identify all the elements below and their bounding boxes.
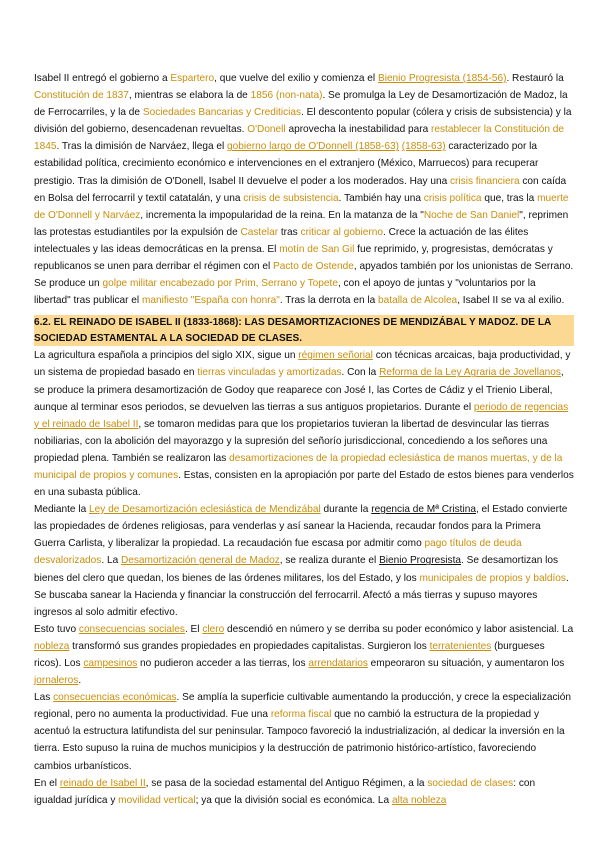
link-1858-63[interactable]: (1858-63) <box>401 141 446 153</box>
text: . Se desamortizan los bienes del clero que quedan, los bienes de las órdenes militares, los del Estado, y los <box>34 555 559 584</box>
link-crisis-financiera[interactable]: crisis financiera <box>450 175 520 187</box>
text: . La <box>101 555 121 567</box>
section-heading <box>34 315 574 346</box>
link-periodo-regencias[interactable]: periodo de regencias y el reinado de Isabel II <box>34 401 569 430</box>
text: . <box>78 675 82 687</box>
text: , que vuelve del exilio y comienza el <box>214 73 378 84</box>
text: . Crece la actuación de las élites intelectuales y las ideas democráticas en la prensa. El <box>34 226 529 255</box>
text: , se pasa de la sociedad estamental del Antiguo Régimen, a la <box>145 777 428 789</box>
text: ", reprimen las protestas estudiantiles por la expulsión de <box>34 209 569 238</box>
link-desamortizacion-madoz[interactable]: Desamortización general de Madoz <box>120 555 280 567</box>
link-manifiesto-espana-con-honra[interactable]: manifiesto "España con honra" <box>141 295 280 307</box>
text: , se realiza durante el <box>279 555 380 567</box>
link-desamortizaciones-eclesiastica[interactable]: desamortizaciones de la propiedad eclesiástica de manos muertas, y de la municipal de propios y comunes <box>34 452 563 481</box>
text: descendió en número y se derriba su poder económico y labor asistencial. La <box>224 623 574 635</box>
link-ley-mendizabal[interactable]: Ley de Desamortización eclesiástica de Mendizábal <box>89 504 321 516</box>
text: . El descontento popular (cólera y crisis de subsistencia) y la división del gobierno, desencadenan revueltas. <box>34 107 572 136</box>
text: : con igualdad jurídica y <box>34 777 536 806</box>
link-crisis-politica[interactable]: crisis política <box>423 192 482 204</box>
link-restablecer-constitucion-1845[interactable]: restablecer la Constitución de 1845 <box>34 124 564 153</box>
text: con técnicas arcaicas, baja productividad, y un sistema de propiedad basado en <box>34 350 571 379</box>
paragraph-consecuencias-sociales <box>34 621 574 689</box>
link-sociedades-bancarias[interactable]: Sociedades Bancarias y Crediticias <box>142 107 302 119</box>
paragraph-sociedad-clases <box>34 775 574 809</box>
link-golpe-militar[interactable]: golpe militar encabezado por Prim, Serrano y Topete <box>102 278 338 290</box>
link-crisis-subsistencia[interactable]: crisis de subsistencia <box>243 192 339 204</box>
link-noche-san-daniel[interactable]: Noche de San Daniel <box>423 209 520 221</box>
text: empeoraron su situación, y aumentaron los <box>367 658 565 669</box>
text: no pudieron acceder a las tierras, los <box>137 658 309 669</box>
paragraph-agricultura <box>34 347 574 501</box>
text: Isabel II entregó el gobierno a <box>34 73 171 84</box>
link-bienio-progresista[interactable]: Bienio Progresista (1854-56) <box>377 73 507 84</box>
text: . Tras la derrota en la <box>279 295 379 307</box>
text: , apyados también por los unionistas de Serrano. Se produce un <box>34 261 574 290</box>
link-constitucion-1837[interactable]: Constitución de 1837 <box>34 90 129 102</box>
text: (burgueses ricos). Los <box>34 640 545 669</box>
link-criticar-gobierno[interactable]: criticar al gobierno <box>300 226 383 238</box>
link-regimen-senorial[interactable]: régimen señorial <box>298 350 373 362</box>
text: , con el apoyo de juntas y "voluntarios por la libertad" tras publicar el <box>34 278 536 307</box>
link-gobierno-largo[interactable]: gobierno largo de O'Donnell (1858-63) <box>227 141 399 153</box>
link-1856-non-nata[interactable]: 1856 (non-nata) <box>250 90 323 102</box>
text: Las <box>34 692 54 704</box>
link-motin-san-gil[interactable]: motín de San Gil <box>279 243 355 255</box>
paragraph-bienio-progresista <box>34 70 574 309</box>
text: . Con la <box>341 367 380 379</box>
text: , se tomaron medidas para que los propietarios tuvieran la libertad de desvincular las tierras nobiliarias, con la abolición del mayorazgo y la supresión del señorío jurisdiccional, concediendo a los señores una propiedad plena. También se realizaron las <box>34 418 550 464</box>
text: con caída en Bolsa del ferrocarril y textil catatalán, y una <box>34 175 567 204</box>
paragraph-consecuencias-economicas <box>34 689 574 774</box>
text: . Se promulga la Ley de Desamortización de Madoz, la de Ferrocarriles, y la de <box>34 90 568 119</box>
text: . El <box>184 623 203 635</box>
link-jornaleros[interactable]: jornaleros <box>34 675 79 687</box>
text: , mientras se elabora la de <box>128 90 251 102</box>
link-regencia-maria-cristina[interactable]: regencia de Mª Cristina <box>371 504 476 516</box>
link-movilidad-vertical[interactable]: movilidad vertical <box>118 794 196 806</box>
link-nobleza[interactable]: nobleza <box>34 640 70 652</box>
link-arrendatarios[interactable]: arrendatarios <box>308 658 368 669</box>
text: . Se amplía la superficie cultivable aumentando la producción, y crece la especialización regional, pero no aumenta la productividad. Fue una <box>34 692 571 721</box>
text: , el Estado convierte las propiedades de órdenes religiosas, para venderlas y así sanear la Hacienda, recaudar fondos para la Primera Guerra Carlista, y liberalizar la propiedad. La recaudación fue escasa por admitir como <box>34 504 568 550</box>
text: fue reprimido, y, progresistas, demócratas y republicanos se unen para derribar el régimen con el <box>34 243 553 273</box>
section-heading-text: 6.2. EL REINADO DE ISABEL II (1833-1868): LAS DESAMORTIZACIONES DE MENDIZÁBAL Y MADOZ. DE LA SOCIEDAD ESTAMENTAL A LA SOCIEDAD DE CLASES. <box>34 317 552 344</box>
link-reinado-isabel-ii[interactable]: reinado de Isabel II <box>59 777 146 789</box>
link-clero[interactable]: clero <box>202 623 225 635</box>
link-castelar[interactable]: Castelar <box>240 226 279 238</box>
text: . También hay una <box>338 192 424 204</box>
text: aprovecha la inestabilidad para <box>285 124 431 136</box>
link-reforma-fiscal[interactable]: reforma fiscal <box>270 709 332 721</box>
link-bienio-progresista-2[interactable]: Bienio Progresista <box>379 555 461 567</box>
link-terratenientes[interactable]: terratenientes <box>429 640 492 652</box>
link-batalla-alcolea[interactable]: batalla de Alcolea <box>378 295 458 307</box>
text: . Restauró la <box>506 73 564 84</box>
text: caracterizado por la estabilidad política, crecimiento económico e intervenciones en el extranjero (México, Marruecos) para recuperar prestigio. Tras la dimisión de O'Donell, Isabel II devuelve el poder a los moderados. Hay una <box>34 141 539 187</box>
text: tras <box>278 226 301 238</box>
text: , se produce la primera desamortización de Godoy que reaparece con José I, las Cortes de Cádiz y el Trienio Liberal, aunque al terminar esos periodos, se devuelven las tierras a sus antiguos propietarios. Durante el <box>34 367 564 413</box>
text: Esto tuvo <box>34 623 79 635</box>
text: ; ya que la división social es económica. La <box>195 794 392 806</box>
link-pago-titulos-deuda[interactable]: pago títulos de deuda desvalorizados <box>34 538 522 567</box>
link-odonell[interactable]: O'Donell <box>247 124 286 136</box>
text: . Se buscaba sanear la Hacienda y financiar la construcción del ferrocarril. Afectó a más tierras y supuso mayores ingresos al solo admitir efectivo. <box>34 572 569 618</box>
text: Mediante la <box>34 504 89 516</box>
link-pacto-ostende[interactable]: Pacto de Ostende <box>273 261 354 273</box>
text: transformó sus grandes propiedades en propiedades capitalistas. Surgieron los <box>69 640 430 652</box>
link-sociedad-clases[interactable]: sociedad de clases <box>427 777 514 789</box>
link-consecuencias-economicas[interactable]: consecuencias económicas <box>53 692 177 704</box>
text: . Tras la dimisión de Narváez, llega el <box>56 141 228 153</box>
text: que no cambió la estructura de la propiedad y acentuó la estructura latifundista del sur peninsular. Tampoco favoreció la industrialización, al dedicar la inversión en la tierra. Esto supuso la ruina de muchos municipios y la destrucción de patrimonio histórico-artístico, favoreciendo cambios urbanísticos. <box>34 709 565 772</box>
text: , Isabel II se va al exilio. <box>457 295 565 307</box>
text: En el <box>34 777 60 789</box>
link-municipales-propios[interactable]: municipales de propios y baldíos <box>419 572 566 584</box>
text: durante la <box>320 504 372 516</box>
text: que, tras la <box>481 192 538 204</box>
text: La agricultura española a principios del siglo XIX, sigue un <box>34 350 299 362</box>
document-page <box>34 70 574 809</box>
link-espartero[interactable]: Espartero <box>170 73 215 84</box>
paragraph-mendizabal-madoz <box>34 501 574 621</box>
link-muerte-odonnell-narvaez[interactable]: muerte de O'Donnell y Narváez <box>34 192 569 221</box>
link-campesinos[interactable]: campesinos <box>83 658 138 669</box>
text: , incrementa la impopularidad de la reina. En la matanza de la " <box>140 209 424 221</box>
link-tierras-vinculadas[interactable]: tierras vinculadas y amortizadas <box>197 367 342 379</box>
link-consecuencias-sociales[interactable]: consecuencias sociales <box>78 623 185 635</box>
link-alta-nobleza[interactable]: alta nobleza <box>391 794 447 806</box>
link-reforma-ley-agraria[interactable]: Reforma de la Ley Agraria de Jovellanos <box>379 367 561 379</box>
text: . Estas, consisten en la apropiación por parte del Estado de estos bienes para venderlos en una subasta pública. <box>34 469 574 499</box>
